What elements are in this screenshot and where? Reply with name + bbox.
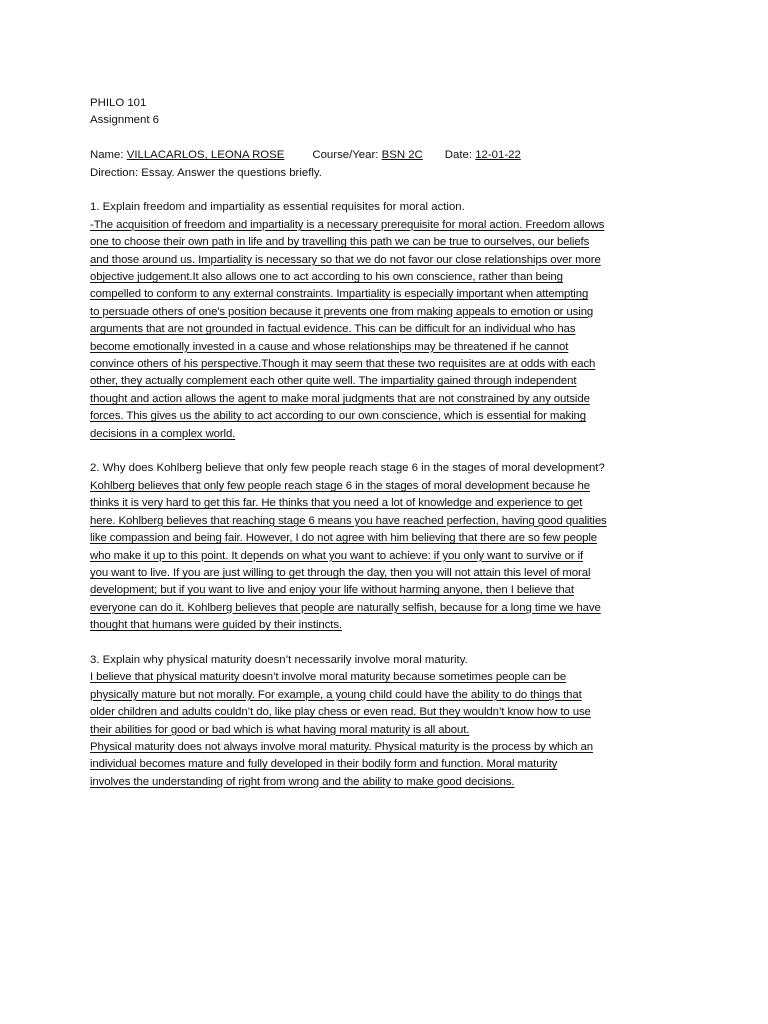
answer-line: their abilities for good or bad which is what having moral maturity is all about. [90, 723, 470, 736]
answer-line: Kohlberg believes that only few people reach stage 6 in the stages of moral development because he [90, 479, 590, 492]
answer-line: Physical maturity does not always involve moral maturity. Physical maturity is the process by which an [90, 740, 593, 753]
spacer [90, 182, 680, 199]
answer-line: thinks it is very hard to get this far. He thinks that you need a lot of knowledge and experience to get [90, 497, 583, 510]
answer-line: to persuade others of one's position because it prevents one from making appeals to emotion or using [90, 305, 594, 318]
answer-line: thought and action allows the agent to make moral judgments that are not constrained by any outside [90, 392, 590, 405]
answer-3 [90, 669, 680, 791]
answer-line: involves the understanding of right from wrong and the ability to make good decisions. [90, 775, 515, 788]
answer-line: and those around us. Impartiality is necessary so that we do not favor our close relationships over more [90, 253, 601, 266]
answer-line: who make it up to this point. It depends on what you want to achieve: if you only want to survive or if [90, 549, 584, 562]
answer-line: decisions in a complex world. [90, 427, 236, 440]
answer-line: like compassion and being fair. However, I do not agree with him believing that there are so few people [90, 532, 598, 545]
answer-1 [90, 217, 680, 443]
answer-2 [90, 478, 680, 635]
answer-line: older children and adults couldn’t do, like play chess or even read. But they wouldn’t know how to use [90, 706, 591, 719]
direction-text: Direction: Essay. Answer the questions briefly. [90, 166, 322, 179]
answer-line: objective judgement.It also allows one to act according to his own conscience, rather than being [90, 271, 563, 284]
course-year-label: Course/Year: [312, 149, 379, 162]
assignment-title: Assignment 6 [90, 114, 160, 127]
answer-line: other, they actually complement each other quite well. The impartiality gained through independent [90, 375, 577, 388]
answer-line: one to choose their own path in life and by travelling this path we can be true to ourselves, our beliefs [90, 236, 590, 249]
course-year-value: BSN 2C [381, 149, 423, 162]
spacer [90, 635, 680, 652]
name-value: VILLACARLOS, LEONA ROSE [126, 149, 285, 162]
spacer [90, 443, 680, 460]
answer-line: individual becomes mature and fully developed in their bodily form and function. Moral maturity [90, 758, 558, 771]
document-body [90, 95, 680, 791]
answer-line: -The acquisition of freedom and impartiality is a necessary prerequisite for moral action. Freedom allows [90, 218, 605, 231]
answer-line: you want to live. If you are just willing to get through the day, then you will not attain this level of moral [90, 566, 591, 579]
answer-line: convince others of his perspective.Though it may seem that these two requisites are at odds with each [90, 358, 596, 371]
answer-line: forces. This gives us the ability to act according to our own conscience, which is essential for making [90, 410, 586, 423]
answer-line: physically mature but not morally. For example, a young child could have the ability to do things that [90, 688, 582, 701]
spacer [90, 130, 680, 147]
student-info-line [90, 147, 680, 164]
name-label: Name: [90, 149, 124, 162]
answer-line: arguments that are not grounded in factual evidence. This can be difficult for an individual who has [90, 323, 576, 336]
date-value: 12-01-22 [475, 149, 521, 162]
question-1: 1. Explain freedom and impartiality as essential requisites for moral action. [90, 201, 465, 214]
answer-line: everyone can do it. Kohlberg believes that people are naturally selfish, because for a long time we have [90, 601, 601, 614]
question-2: 2. Why does Kohlberg believe that only few people reach stage 6 in the stages of moral development? [90, 462, 605, 475]
question-3: 3. Explain why physical maturity doesn’t necessarily involve moral maturity. [90, 653, 468, 666]
answer-line: I believe that physical maturity doesn’t involve moral maturity because sometimes people can be [90, 671, 567, 684]
date-label: Date: [444, 149, 473, 162]
answer-line: compelled to conform to any external constraints. Impartiality is especially important when attempting [90, 288, 589, 301]
answer-line: become emotionally invested in a cause and whose relationships may be threatened if he cannot [90, 340, 569, 353]
answer-line: thought that humans were guided by their instincts. [90, 619, 342, 632]
course-code: PHILO 101 [90, 97, 147, 109]
answer-line: development; but if you want to live and enjoy your life without harming anyone, then I believe that [90, 584, 574, 597]
answer-line: here. Kohlberg believes that reaching stage 6 means you have reached perfection, having good qualities [90, 514, 607, 527]
